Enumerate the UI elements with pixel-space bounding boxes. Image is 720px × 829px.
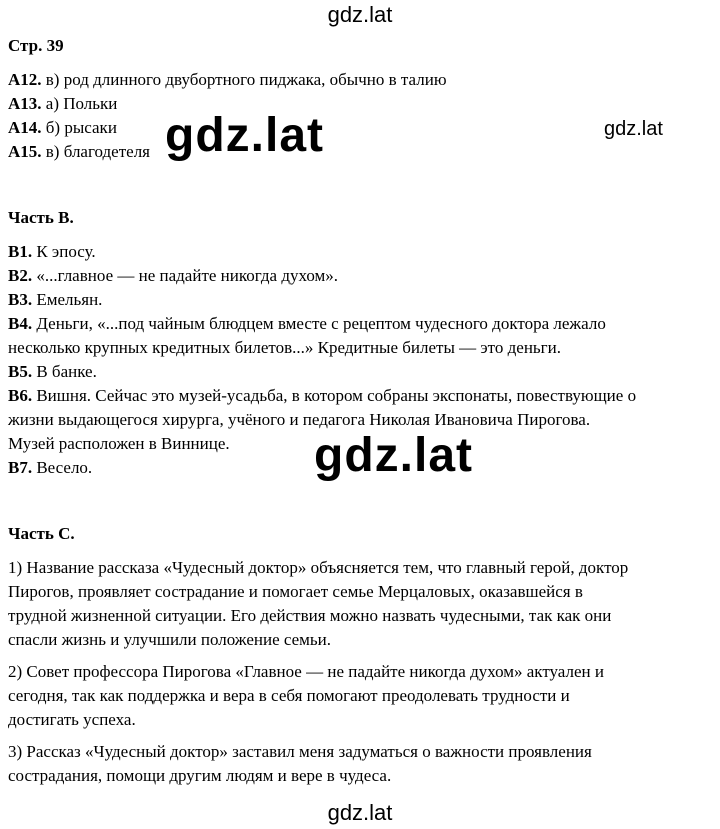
watermark-bottom: gdz.lat [327, 800, 393, 825]
answer-b7 [8, 456, 92, 480]
answer-text: В банке. [32, 362, 97, 381]
answer-key: В1. [8, 242, 33, 261]
answer-key: В4. [8, 314, 33, 333]
answer-text: а) Польки [41, 94, 118, 113]
page-label: Стр. 39 [8, 36, 64, 55]
watermark-top: gdz.lat [327, 2, 393, 27]
answer-b5 [8, 360, 97, 384]
part-c-title: Часть С. [8, 524, 75, 543]
paragraph-c2-line: сегодня, так как поддержка и вера в себя помогают преодолевать трудности и [8, 686, 570, 705]
paragraph-c2-line: достигать успеха. [8, 710, 136, 729]
paragraph-c1-line: 1) Название рассказа «Чудесный доктор» объясняется тем, что главный герой, доктор [8, 558, 629, 577]
answer-b6 [8, 384, 636, 408]
answer-key: А12. [8, 70, 42, 89]
answer-text: б) рысаки [41, 118, 117, 137]
paragraph-c3-line: 3) Рассказ «Чудесный доктор» заставил меня задуматься о важности проявления [8, 742, 592, 761]
answer-b4-continued: несколько крупных кредитных билетов...» Кредитные билеты — это деньги. [8, 338, 561, 357]
paragraph-c1-line: трудной жизненной ситуации. Его действия можно назвать чудесными, так как они [8, 606, 612, 625]
answer-key: В3. [8, 290, 33, 309]
answer-b1 [8, 240, 96, 264]
answer-key: В2. [8, 266, 33, 285]
answer-key: А13. [8, 94, 42, 113]
paragraph-c1-line: Пирогов, проявляет сострадание и помогает семье Мерцаловых, оказавшейся в [8, 582, 583, 601]
paragraph-c1-line: спасли жизнь и улучшили положение семьи. [8, 630, 332, 649]
answer-key: В6. [8, 386, 33, 405]
part-b-title: Часть В. [8, 208, 74, 227]
answer-text: К эпосу. [32, 242, 96, 261]
answer-b2 [8, 264, 338, 288]
answer-a15 [8, 140, 150, 164]
answer-b6-continued-2: Музей расположен в Виннице. [8, 434, 230, 453]
answer-a13 [8, 92, 117, 116]
answer-text: «...главное — не падайте никогда духом». [32, 266, 339, 285]
paragraph-c3-line: сострадания, помощи другим людям и вере в чудеса. [8, 766, 392, 785]
answer-key: В7. [8, 458, 33, 477]
paragraph-c2-line: 2) Совет профессора Пирогова «Главное — не падайте никогда духом» актуален и [8, 662, 604, 681]
answer-text: Весело. [32, 458, 93, 477]
answer-key: А14. [8, 118, 42, 137]
answer-b6-continued: жизни выдающегося хирурга, учёного и педагога Николая Ивановича Пирогова. [8, 410, 591, 429]
answer-text: в) благодетеля [41, 142, 151, 161]
watermark-right: gdz.lat [604, 118, 663, 140]
answer-text: Вишня. Сейчас это музей-усадьба, в котором собраны экспонаты, повествующие о [32, 386, 637, 405]
answer-b3 [8, 288, 102, 312]
answer-key: В5. [8, 362, 33, 381]
answer-text: Емельян. [32, 290, 103, 309]
answer-a14 [8, 116, 117, 140]
answer-key: А15. [8, 142, 42, 161]
answer-text: в) род длинного двубортного пиджака, обычно в талию [41, 70, 447, 89]
answer-a12 [8, 68, 447, 92]
watermark-large-top: gdz.lat [165, 109, 324, 162]
answer-b4 [8, 312, 606, 336]
answer-text: Деньги, «...под чайным блюдцем вместе с рецептом чудесного доктора лежало [32, 314, 606, 333]
watermark-large-middle: gdz.lat [314, 429, 473, 482]
